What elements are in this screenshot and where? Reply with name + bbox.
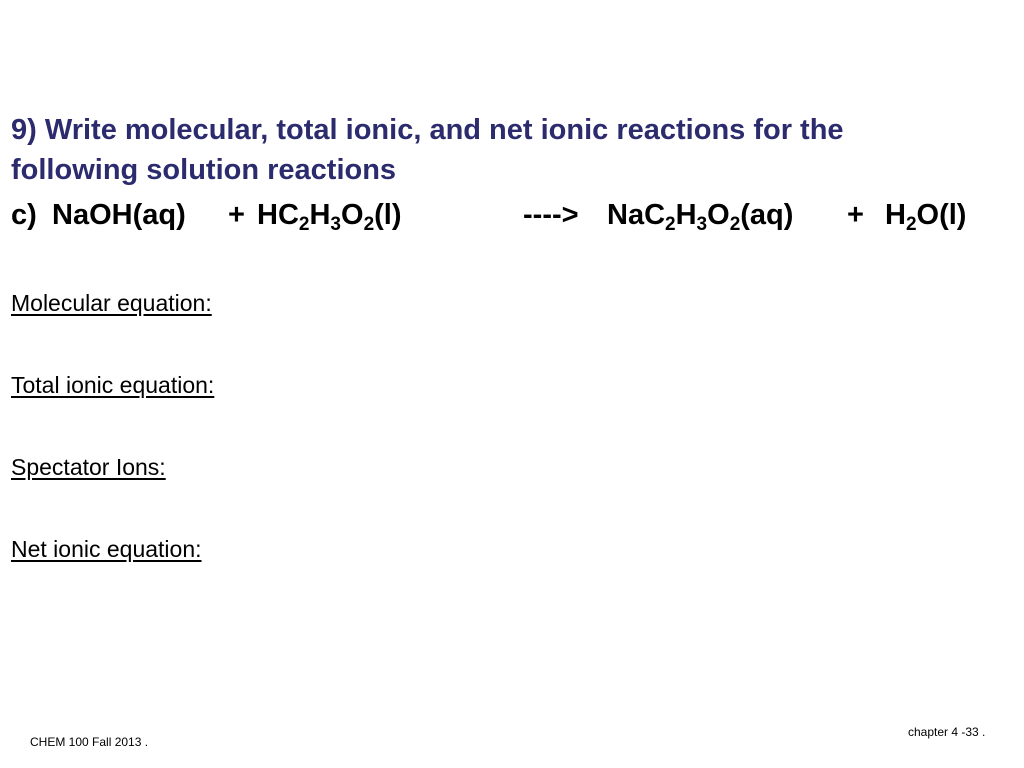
plus-sign: + (847, 199, 864, 231)
footer-page-number: chapter 4 -33 . (908, 725, 986, 739)
total-ionic-equation-label: Total ionic equation: (11, 372, 215, 398)
title-line-2: following solution reactions (11, 154, 397, 186)
subscript: 3 (696, 214, 708, 235)
subscript: 2 (905, 214, 917, 235)
formula-text: (aq) (740, 199, 794, 231)
formula-text: H (675, 199, 697, 231)
reactant-acetic-acid (257, 199, 402, 235)
spectator-ions-label: Spectator Ions: (11, 454, 166, 480)
title-line-1: 9) Write molecular, total ionic, and net ionic reactions for the (11, 114, 844, 146)
net-ionic-equation-label: Net ionic equation: (11, 536, 202, 562)
subscript: 2 (729, 214, 741, 235)
product-sodium-acetate (607, 199, 794, 235)
subscript: 2 (298, 214, 310, 235)
formula-text: O (341, 199, 364, 231)
slide-title (11, 110, 1011, 190)
molecular-equation-label: Molecular equation: (11, 290, 212, 316)
subscript: 2 (363, 214, 375, 235)
product-water (885, 199, 967, 235)
equation-part-label: c) (11, 199, 37, 231)
reactant-naoh: NaOH(aq) (52, 199, 186, 231)
reaction-arrow: ----> (523, 199, 579, 231)
footer-course: CHEM 100 Fall 2013 . (30, 735, 149, 749)
formula-text: H (885, 199, 906, 231)
formula-text: NaC (607, 199, 666, 231)
formula-text: H (309, 199, 331, 231)
subscript: 2 (665, 214, 676, 235)
plus-sign: + (228, 199, 245, 231)
subscript: 3 (330, 214, 341, 235)
formula-text: O (707, 199, 730, 231)
formula-text: O(l) (916, 199, 967, 231)
formula-text: HC (257, 199, 299, 231)
formula-text: (l) (374, 199, 402, 231)
